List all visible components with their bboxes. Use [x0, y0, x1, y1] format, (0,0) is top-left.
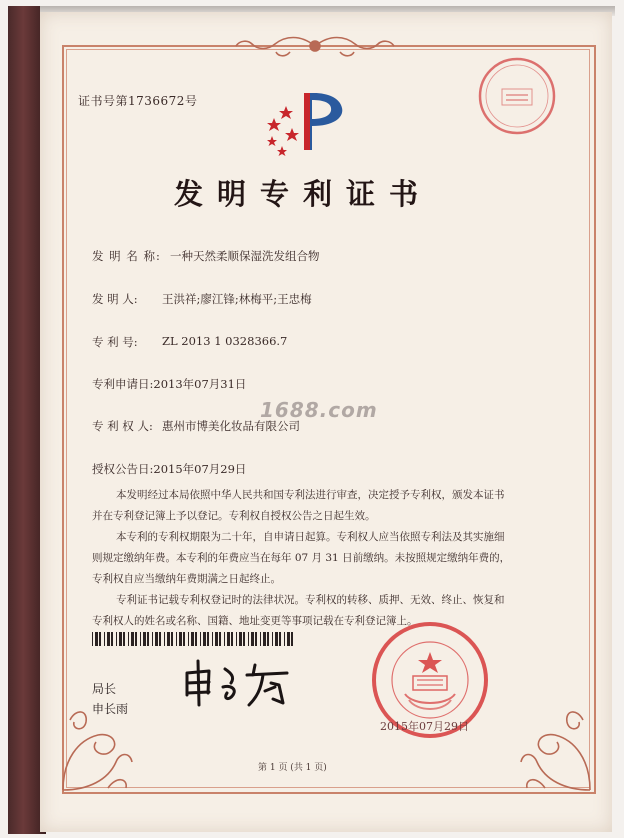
seal-date: 2015年07月29日	[380, 720, 469, 733]
body-paragraph-2-line-3: 专利权自应当缴纳年费期满之日起终止。	[92, 573, 281, 585]
top-ornament	[230, 32, 400, 60]
patent-office-logo-icon	[264, 88, 359, 158]
body-paragraph-2-line-2: 则规定缴纳年费。本专利的年费应当在每年 07 月 31 日前缴纳。未按照规定缴纳年费的，	[92, 552, 511, 564]
director-title: 局长	[92, 682, 117, 696]
certificate-number: 证书号第1736672号	[78, 94, 198, 108]
body-paragraph-1-line-1: 本发明经过本局依照中华人民共和国专利法进行审查，决定授予专利权，颁发本证书	[116, 489, 505, 501]
patent-number-value: ZL 2013 1 0328366.7	[162, 334, 288, 348]
invention-name-value: 一种天然柔顺保湿洗发组合物	[170, 249, 320, 263]
application-date-value: 2013年07月31日	[153, 377, 247, 391]
patentee-value: 惠州市博美化妆品有限公司	[162, 419, 300, 433]
director-signature	[175, 655, 315, 710]
body-paragraph-2-line-1: 本专利的专利权期限为二十年，自申请日起算。专利权人应当依照专利法及其实施细	[116, 531, 505, 543]
grant-date-value: 2015年07月29日	[153, 462, 247, 476]
body-paragraph-1-line-2: 并在专利登记簿上予以登记。专利权自授权公告之日起生效。	[92, 510, 376, 522]
director-name: 申长雨	[92, 702, 129, 716]
invention-name-label: 发 明 名 称:	[92, 249, 161, 263]
patent-number-label: 专 利 号:	[92, 335, 138, 349]
patentee-label: 专 利 权 人:	[92, 419, 153, 433]
inventors-label: 发 明 人:	[92, 292, 138, 306]
grant-date	[92, 461, 246, 477]
barcode	[92, 632, 297, 646]
body-paragraph-3-line-1: 专利证书记载专利权登记时的法律状况。专利权的转移、质押、无效、终止、恢复和	[116, 594, 505, 606]
watermark: 1688.com	[260, 398, 378, 422]
page-footer: 第 1 页 (共 1 页)	[258, 763, 327, 773]
inventors-value: 王洪祥;廖江锋;林梅平;王忠梅	[162, 292, 312, 306]
body-paragraph-3-line-2: 专利权人的姓名或名称、国籍、地址变更等事项记载在专利登记簿上。	[92, 615, 418, 627]
agency-seal-icon	[476, 55, 558, 137]
corner-ornament-bottom-right	[515, 700, 595, 795]
application-date-label: 专利申请日:	[92, 377, 154, 391]
certificate-title: 发明专利证书	[174, 177, 433, 211]
grant-date-label: 授权公告日:	[92, 462, 154, 476]
application-date	[92, 376, 246, 392]
